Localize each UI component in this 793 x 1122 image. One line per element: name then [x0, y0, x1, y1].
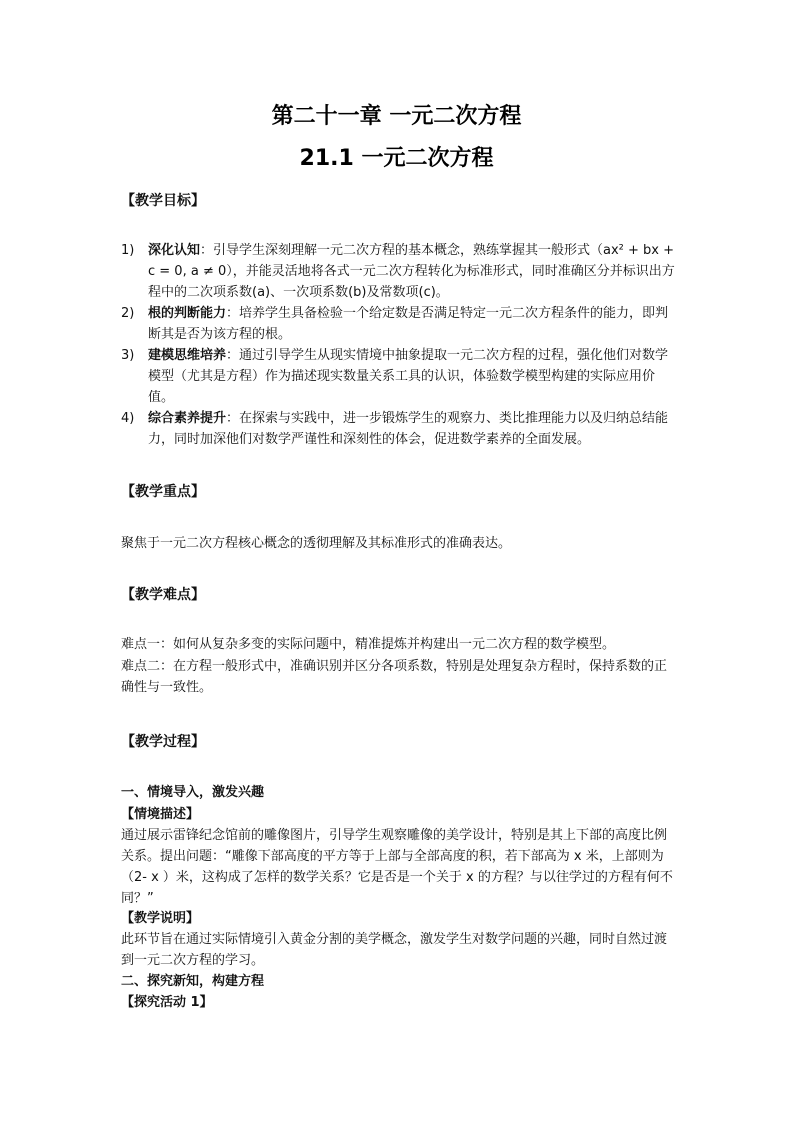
objective-key: 深化认知 [148, 243, 201, 258]
objectives-heading: 【教学目标】 [121, 193, 205, 209]
difficulty-one: 难点一：如何从复杂多变的实际问题中，精准提炼并构建出一元二次方程的数学模型。 [121, 637, 616, 652]
objective-item [121, 303, 677, 345]
objective-text: ：通过引导学生从现实情境中抽象提取一元二次方程的过程，强化他们对数学模型（尤其是方程）作为描述现实数量关系工具的认识，体验数学模型构建的实际应用价值。 [148, 348, 669, 405]
objective-item [121, 240, 677, 303]
objective-item [121, 408, 677, 450]
objective-number: 4) [121, 411, 135, 426]
explain-text: 此环节旨在通过实际情境引入黄金分割的美学概念，激发学生对数学问题的兴趣，同时自然过渡到一元二次方程的学习。 [121, 932, 668, 968]
chapter-title: 第二十一章 一元二次方程 [271, 104, 522, 129]
scenario-text: 通过展示雷锋纪念馆前的雕像图片，引导学生观察雕像的美学设计，特别是其上下部的高度比例关系。提出问题：“雕像下部高度的平方等于上部与全部高度的积，若下部高为 x 米，上部则为（2- x ）米，这构成了怎样的数学关系？它是否是一个关于 x 的方程？与以往学过的方程有何不同？” [121, 828, 673, 906]
objective-number: 2) [121, 306, 135, 321]
objective-key: 综合素养提升 [148, 411, 227, 426]
process-heading: 【教学过程】 [121, 734, 205, 750]
difficulty-two: 难点二：在方程一般形式中，准确识别并区分各项系数，特别是处理复杂方程时，保持系数的正确性与一致性。 [121, 659, 668, 695]
objective-number: 1) [121, 243, 135, 258]
scenario-label: 【情境描述】 [121, 807, 200, 822]
activity-label: 【探究活动 1】 [121, 995, 213, 1010]
key-points-text: 聚焦于一元二次方程核心概念的透彻理解及其标准形式的准确表达。 [121, 536, 512, 551]
part2-title: 二、探究新知，构建方程 [121, 974, 265, 989]
objective-number: 3) [121, 348, 135, 363]
part1-title: 一、情境导入，激发兴趣 [121, 785, 265, 800]
objective-text: ：在探索与实践中，进一步锻炼学生的观察力、类比推理能力以及归纳总结能力，同时加深他们对数学严谨性和深刻性的体会，促进数学素养的全面发展。 [148, 411, 669, 447]
objective-item [121, 345, 677, 408]
objective-key: 根的判断能力 [148, 306, 227, 321]
difficulties-heading: 【教学难点】 [121, 587, 205, 603]
explain-label: 【教学说明】 [121, 911, 200, 926]
section-title: 21.1 一元二次方程 [299, 146, 494, 171]
objectives-list [121, 240, 677, 450]
key-points-heading: 【教学重点】 [121, 484, 205, 500]
objective-text: ：引导学生深刻理解一元二次方程的基本概念，熟练掌握其一般形式（ax² + bx + c = 0, a ≠ 0），并能灵活地将各式一元二次方程转化为标准形式，同时准确区分并标识出方程中的二次项系数(a)、一次项系数(b)及常数项(c)。 [148, 243, 675, 300]
objective-text: ：培养学生具备检验一个给定数是否满足特定一元二次方程条件的能力，即判断其是否为该方程的根。 [148, 306, 669, 342]
objective-key: 建模思维培养 [148, 348, 227, 363]
